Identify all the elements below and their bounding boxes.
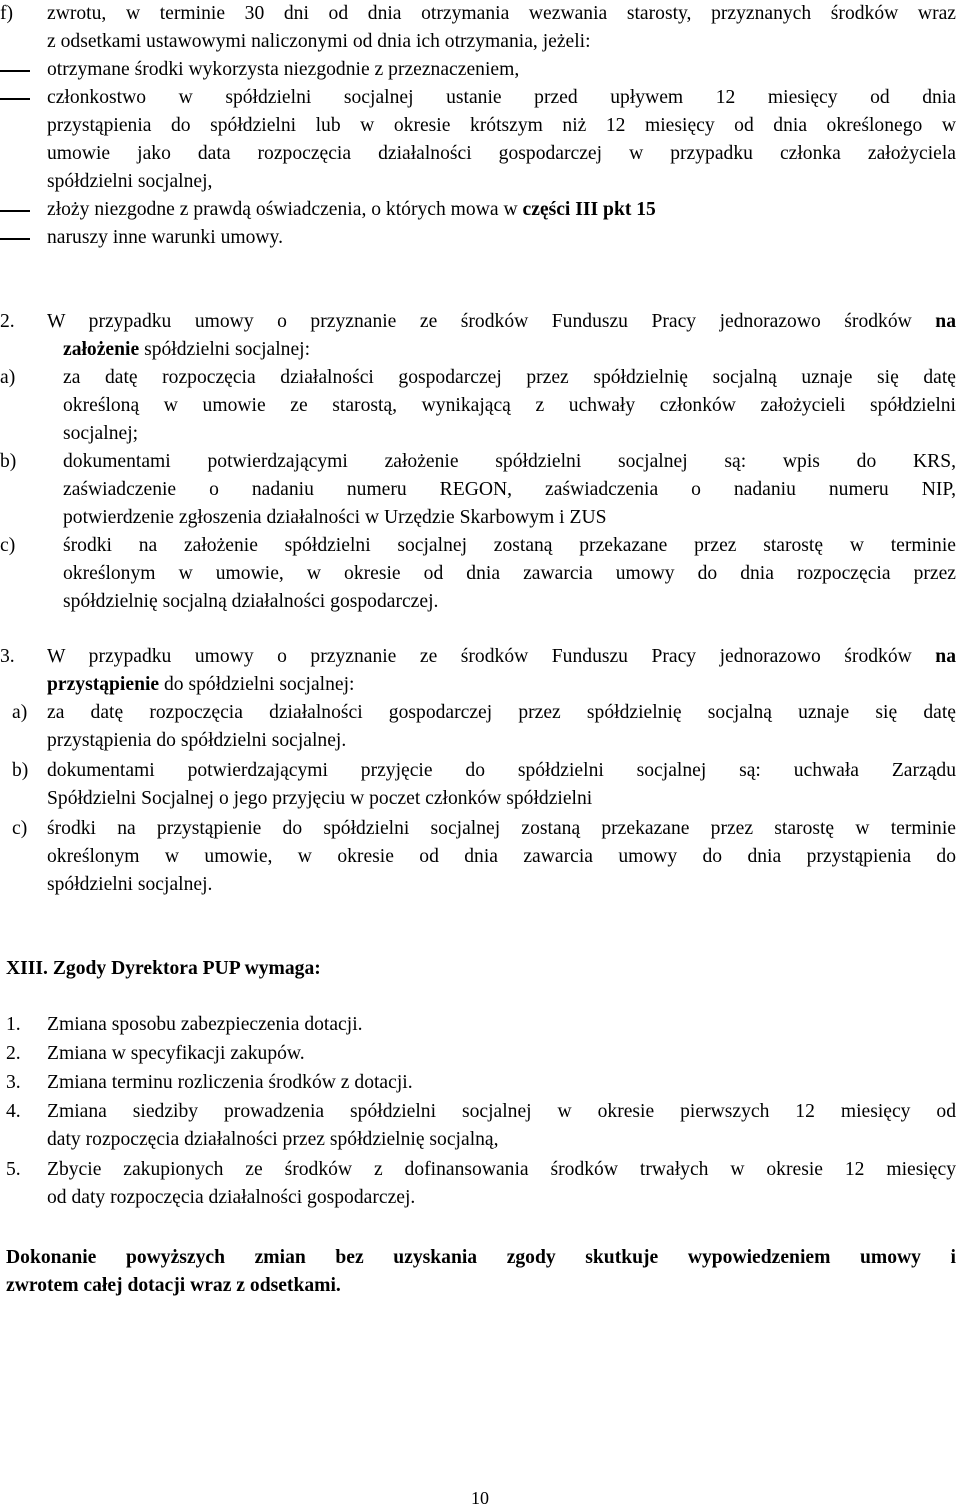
list-item: spółdzielni socjalnej, <box>47 171 213 192</box>
list-item: członkostwo w spółdzielni socjalnej ustanie przed upływem 12 miesięcy od dnia <box>47 87 956 108</box>
paragraph-line: Spółdzielni Socjalnej o jego przyjęciu w poczet członków spółdzielni <box>47 788 593 809</box>
list-item: Zmiana w specyfikacji zakupów. <box>47 1043 305 1064</box>
list-item: naruszy inne warunki umowy. <box>47 227 283 248</box>
item-label: c) <box>12 818 28 839</box>
bullet-dash <box>0 210 30 212</box>
list-item: daty rozpoczęcia działalności przez spółdzielnię socjalną, <box>47 1129 499 1150</box>
item-number: 3. <box>0 646 15 667</box>
paragraph-line: zaświadczenie o nadaniu numeru REGON, zaświadczenia o nadaniu numeru NIP, <box>63 479 956 500</box>
paragraph-line: przystąpienie do spółdzielni socjalnej: <box>47 674 355 695</box>
list-item: przystąpienia do spółdzielni lub w okresie krótszym niż 12 miesięcy od dnia określonego w <box>47 115 956 136</box>
paragraph-line: dokumentami potwierdzającymi przyjęcie do spółdzielni socjalnej są: uchwała Zarządu <box>47 760 956 781</box>
paragraph-line: W przypadku umowy o przyznanie ze środków Funduszu Pracy jednorazowo środków na <box>47 311 956 332</box>
list-item: umowie jako data rozpoczęcia działalności gospodarczej w przypadku członka założyciela <box>47 143 956 164</box>
list-number: 1. <box>6 1014 21 1035</box>
section-heading: XIII. Zgody Dyrektora PUP wymaga: <box>6 958 321 979</box>
item-label: b) <box>0 451 17 472</box>
list-number: 5. <box>6 1159 21 1180</box>
page-number: 10 <box>471 1488 489 1508</box>
paragraph-line: dokumentami potwierdzającymi założenie spółdzielni socjalnej są: wpis do KRS, <box>63 451 956 472</box>
list-number: 4. <box>6 1101 21 1122</box>
paragraph-line: środki na przystąpienie do spółdzielni socjalnej zostaną przekazane przez starostę w terminie <box>47 818 956 839</box>
list-number: 3. <box>6 1072 21 1093</box>
item-label: c) <box>0 535 16 556</box>
list-number: 2. <box>6 1043 21 1064</box>
list-item: Zmiana siedziby prowadzenia spółdzielni socjalnej w okresie pierwszych 12 miesięcy od <box>47 1101 956 1122</box>
paragraph-line: środki na założenie spółdzielni socjalnej zostaną przekazane przez starostę w terminie <box>63 535 956 556</box>
item-label: f) <box>0 3 14 24</box>
list-item: Zmiana sposobu zabezpieczenia dotacji. <box>47 1014 363 1035</box>
list-item: otrzymane środki wykorzysta niezgodnie z przeznaczeniem, <box>47 59 520 80</box>
list-item: od daty rozpoczęcia działalności gospodarczej. <box>47 1187 416 1208</box>
paragraph-line: określoną w umowie ze starostą, wynikającą z uchwały członków założycieli spółdzielni <box>63 395 956 416</box>
item-number: 2. <box>0 311 15 332</box>
paragraph-line: spółdzielnię socjalną działalności gospodarczej. <box>63 591 439 612</box>
warning-text: Dokonanie powyższych zmian bez uzyskania zgody skutkuje wypowiedzeniem umowy i <box>6 1247 956 1268</box>
list-item: Zbycie zakupionych ze środków z dofinansowania środków trwałych w okresie 12 miesięcy <box>47 1159 956 1180</box>
bullet-dash <box>0 98 30 100</box>
paragraph-line: potwierdzenie zgłoszenia działalności w Urzędzie Skarbowym i ZUS <box>63 507 607 528</box>
paragraph-line: określonym w umowie, w okresie od dnia zawarcia umowy do dnia rozpoczęcia przez <box>63 563 956 584</box>
paragraph-line: określonym w umowie, w okresie od dnia zawarcia umowy do dnia przystąpienia do <box>47 846 956 867</box>
paragraph-line: za datę rozpoczęcia działalności gospodarczej przez spółdzielnię socjalną uznaje się datę <box>63 367 956 388</box>
bullet-dash <box>0 70 30 72</box>
paragraph-line: za datę rozpoczęcia działalności gospodarczej przez spółdzielnię socjalną uznaje się datę <box>47 702 956 723</box>
item-label: a) <box>0 367 16 388</box>
paragraph-line: spółdzielni socjalnej. <box>47 874 213 895</box>
item-label: b) <box>12 760 29 781</box>
paragraph-line: zwrotu, w terminie 30 dni od dnia otrzymania wezwania starosty, przyznanych środków wraz <box>47 3 956 24</box>
bullet-dash <box>0 238 30 240</box>
list-item: Zmiana terminu rozliczenia środków z dotacji. <box>47 1072 413 1093</box>
paragraph-line: socjalnej; <box>63 423 139 444</box>
warning-text: zwrotem całej dotacji wraz z odsetkami. <box>6 1275 341 1296</box>
paragraph-line: założenie spółdzielni socjalnej: <box>63 339 311 360</box>
list-item: złoży niezgodne z prawdą oświadczenia, o których mowa w części III pkt 15 <box>47 199 656 220</box>
paragraph-line: z odsetkami ustawowymi naliczonymi od dnia ich otrzymania, jeżeli: <box>47 31 591 52</box>
paragraph-line: W przypadku umowy o przyznanie ze środków Funduszu Pracy jednorazowo środków na <box>47 646 956 667</box>
item-label: a) <box>12 702 28 723</box>
paragraph-line: przystąpienia do spółdzielni socjalnej. <box>47 730 347 751</box>
